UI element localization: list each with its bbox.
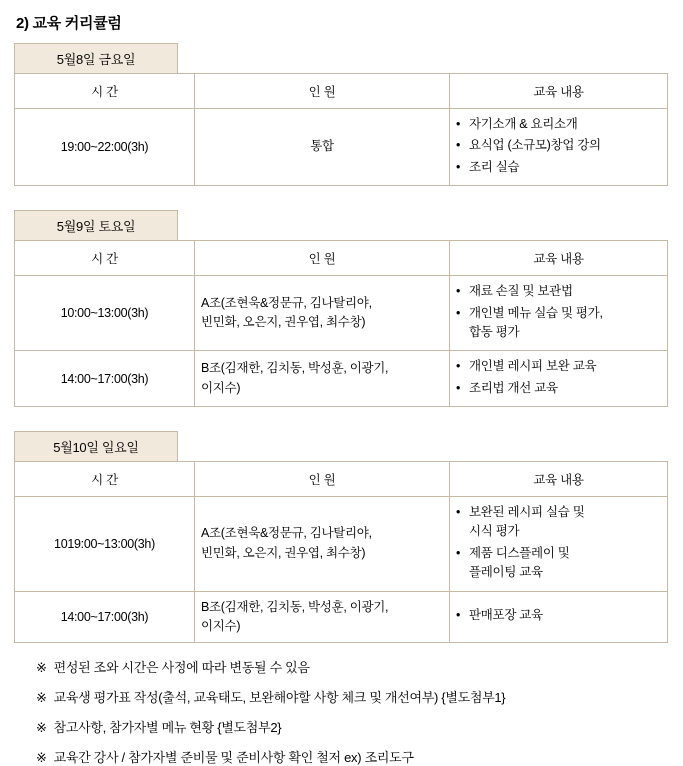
cell-content bbox=[450, 497, 668, 592]
column-header-content: 교육 내용 bbox=[450, 74, 668, 109]
cell-people: B조(김재한, 김치동, 박성훈, 이광기, 이지수) bbox=[195, 351, 450, 407]
schedule-table-2 bbox=[14, 240, 668, 407]
note-mark-icon: ※ bbox=[36, 720, 47, 736]
table-row bbox=[15, 591, 668, 643]
column-header-content: 교육 내용 bbox=[450, 462, 668, 497]
cell-content bbox=[450, 351, 668, 407]
note-text: 교육간 강사 / 참가자별 준비물 및 준비사항 확인 철저 ex) 조리도구 bbox=[53, 750, 414, 766]
spacer bbox=[14, 413, 669, 431]
content-list bbox=[456, 503, 661, 583]
content-list-item: • 조리 실습 bbox=[456, 158, 661, 177]
cell-people: 통합 bbox=[195, 109, 450, 186]
column-header-people: 인 원 bbox=[195, 74, 450, 109]
table-header-row bbox=[15, 462, 668, 497]
column-header-people: 인 원 bbox=[195, 462, 450, 497]
note-text: 교육생 평가표 작성(출석, 교육태도, 보완해야할 사항 체크 및 개선여부) {별도첨부1} bbox=[53, 690, 506, 706]
day-header-2: 5월9일 토요일 bbox=[14, 210, 178, 241]
cell-time: 1019:00~13:00(3h) bbox=[15, 497, 195, 592]
table-header-row bbox=[15, 74, 668, 109]
column-header-time: 시 간 bbox=[15, 241, 195, 276]
content-list bbox=[456, 282, 661, 342]
content-list-item: • 개인별 메뉴 실습 및 평가, 합동 평가 bbox=[456, 304, 661, 343]
table-row bbox=[15, 497, 668, 592]
note-mark-icon: ※ bbox=[36, 690, 47, 706]
page-title: 2) 교육 커리큘럼 bbox=[16, 15, 122, 32]
column-header-time: 시 간 bbox=[15, 462, 195, 497]
day-block-3 bbox=[14, 431, 669, 643]
note-mark-icon: ※ bbox=[36, 660, 47, 676]
cell-time: 14:00~17:00(3h) bbox=[15, 351, 195, 407]
note-item bbox=[36, 657, 669, 676]
content-list-item: • 조리법 개선 교육 bbox=[456, 379, 661, 398]
cell-people: A조(조현욱&정문규, 김나탈리야, 빈민화, 오은지, 권우엽, 최수창) bbox=[195, 497, 450, 592]
content-list-item: • 보완된 레시피 실습 및 시식 평가 bbox=[456, 503, 661, 542]
content-list-item: • 판매포장 교육 bbox=[456, 606, 661, 625]
cell-time: 14:00~17:00(3h) bbox=[15, 591, 195, 643]
table-row bbox=[15, 351, 668, 407]
day-block-2 bbox=[14, 210, 669, 407]
spacer bbox=[14, 192, 669, 210]
day-header-1: 5월8일 금요일 bbox=[14, 43, 178, 74]
cell-content bbox=[450, 591, 668, 643]
notes-section bbox=[36, 657, 669, 766]
schedule-table-1 bbox=[14, 73, 668, 186]
cell-content bbox=[450, 276, 668, 351]
note-mark-icon: ※ bbox=[36, 750, 47, 766]
cell-people: B조(김재한, 김치동, 박성훈, 이광기, 이지수) bbox=[195, 591, 450, 643]
column-header-people: 인 원 bbox=[195, 241, 450, 276]
note-text: 참고사항, 참가자별 메뉴 현황 {별도첨부2} bbox=[53, 720, 282, 736]
content-list bbox=[456, 606, 661, 625]
note-text: 편성된 조와 시간은 사정에 따라 변동될 수 있음 bbox=[53, 660, 310, 676]
column-header-content: 교육 내용 bbox=[450, 241, 668, 276]
table-row bbox=[15, 276, 668, 351]
cell-content bbox=[450, 109, 668, 186]
content-list bbox=[456, 357, 661, 398]
day-header-3: 5월10일 일요일 bbox=[14, 431, 178, 462]
column-header-time: 시 간 bbox=[15, 74, 195, 109]
day-block-1 bbox=[14, 43, 669, 186]
note-item bbox=[36, 687, 669, 706]
content-list-item: • 제품 디스플레이 및 플레이팅 교육 bbox=[456, 544, 661, 583]
cell-time: 19:00~22:00(3h) bbox=[15, 109, 195, 186]
note-item bbox=[36, 717, 669, 736]
cell-time: 10:00~13:00(3h) bbox=[15, 276, 195, 351]
content-list bbox=[456, 115, 661, 177]
content-list-item: • 자기소개 & 요리소개 bbox=[456, 115, 661, 134]
table-header-row bbox=[15, 241, 668, 276]
cell-people: A조(조현욱&정문규, 김나탈리야, 빈민화, 오은지, 권우엽, 최수창) bbox=[195, 276, 450, 351]
content-list-item: • 요식업 (소규모)창업 강의 bbox=[456, 136, 661, 155]
note-item bbox=[36, 747, 669, 766]
content-list-item: • 재료 손질 및 보관법 bbox=[456, 282, 661, 301]
content-list-item: • 개인별 레시피 보완 교육 bbox=[456, 357, 661, 376]
schedule-table-3 bbox=[14, 461, 668, 643]
table-row bbox=[15, 109, 668, 186]
